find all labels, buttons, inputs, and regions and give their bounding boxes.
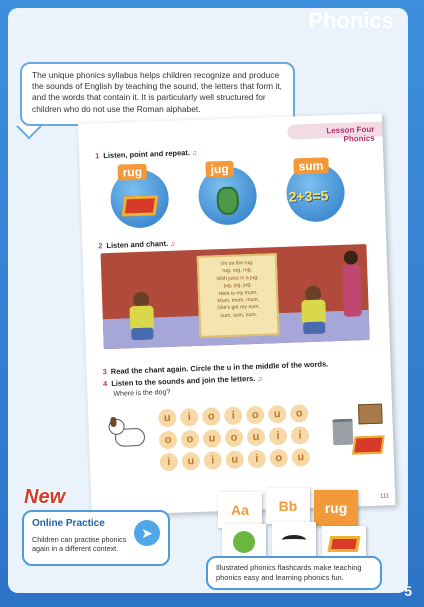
- letter-circle[interactable]: o: [269, 449, 288, 468]
- bin-illustration: [332, 419, 353, 446]
- boy-left-figure: [126, 291, 158, 342]
- letter-circle[interactable]: i: [247, 450, 266, 469]
- instruction-4-text: Listen to the sounds and join the letters.: [111, 373, 256, 388]
- audio-icon[interactable]: ♫: [257, 375, 263, 383]
- flashcard-label: Bb: [278, 498, 298, 514]
- letter-circle[interactable]: o: [202, 407, 221, 426]
- word-label: rug: [117, 164, 147, 181]
- letter-circle[interactable]: u: [291, 448, 310, 467]
- flashcards-caption-box: [206, 556, 382, 590]
- audio-icon[interactable]: ♫: [191, 149, 198, 158]
- intro-text: The unique phonics syllabus helps children recognize and produce the sounds of English by teaching the sound, the letters that form it, and the words that contain it. It is particularly well structured for children who do not use the Roman alphabet.: [32, 70, 283, 114]
- chant-line: rug, rug, rug.: [222, 267, 253, 275]
- instruction-3-text: Read the chant again. Circle the u in the middle of the words.: [110, 359, 329, 377]
- dog-question: Where is the dog?: [113, 388, 171, 398]
- letter-circle[interactable]: u: [226, 450, 245, 469]
- flashcard-aa: [218, 492, 262, 528]
- instruction-2-text: Listen and chant.: [106, 238, 169, 251]
- audio-icon[interactable]: ♫: [169, 240, 176, 248]
- flashcard-rug: [314, 490, 358, 526]
- rug-illustration: [121, 195, 158, 216]
- dog-illustration: [108, 414, 153, 456]
- flashcard-apple: [222, 524, 266, 560]
- letter-circle[interactable]: i: [269, 427, 288, 446]
- instruction-3-number: 3: [102, 367, 107, 377]
- rug-icon: [328, 536, 361, 552]
- chant-poster: [197, 253, 280, 338]
- page-title: Phonics: [308, 8, 394, 33]
- instruction-1-text: Listen, point and repeat.: [103, 148, 191, 161]
- letter-circle[interactable]: u: [182, 452, 201, 471]
- word-label: sum: [293, 157, 328, 174]
- letter-circle[interactable]: u: [158, 409, 177, 428]
- mum-figure: [341, 250, 363, 321]
- word-label: jug: [205, 161, 234, 178]
- letter-grid: [158, 404, 310, 475]
- word-card-jug: [198, 161, 258, 226]
- letter-circle[interactable]: i: [224, 406, 243, 425]
- letter-row: [159, 426, 310, 449]
- letter-row: [160, 448, 311, 471]
- chant-line: With juice in a jug,: [216, 274, 259, 283]
- flashcard-label: Aa: [231, 502, 249, 518]
- instruction-3: [103, 359, 329, 376]
- box-illustration: [358, 404, 383, 425]
- letter-circle[interactable]: o: [181, 430, 200, 449]
- instruction-2-number: 2: [98, 241, 103, 251]
- letter-circle[interactable]: o: [225, 428, 244, 447]
- letter-circle[interactable]: u: [203, 429, 222, 448]
- word-card-rug: [110, 164, 170, 229]
- rug-small-illustration: [352, 435, 385, 454]
- letter-circle[interactable]: o: [159, 431, 178, 450]
- letter-circle[interactable]: u: [268, 405, 287, 424]
- chant-line: sum, sum, sum.: [220, 311, 258, 319]
- new-badge: New: [24, 486, 66, 508]
- cursor-click-icon: ➤: [134, 520, 160, 546]
- instruction-4-number: 4: [102, 379, 108, 389]
- letter-row: [158, 404, 309, 427]
- bird-icon: [282, 535, 306, 545]
- textbook-page: [78, 113, 395, 515]
- page-number: 5: [404, 583, 412, 599]
- letter-circle[interactable]: u: [247, 428, 266, 447]
- letter-circle[interactable]: i: [291, 426, 310, 445]
- sum-illustration: 2+3=5: [288, 187, 329, 205]
- apple-icon: [233, 531, 255, 553]
- flashcards-illustration: [214, 486, 384, 560]
- boy-right-figure: [298, 285, 330, 336]
- online-practice-box[interactable]: [22, 510, 170, 566]
- online-practice-description: Children can practise phonics again in a different context.: [32, 535, 127, 553]
- letter-circle[interactable]: i: [180, 408, 199, 427]
- instruction-1-number: 1: [94, 151, 100, 161]
- letter-circle[interactable]: i: [160, 453, 179, 472]
- chant-line: Here is my mum,: [218, 289, 258, 297]
- intro-text-box: [20, 62, 295, 126]
- instruction-2: [98, 239, 175, 251]
- word-card-sum: [286, 158, 346, 223]
- flashcard-label: rug: [324, 500, 348, 516]
- flashcard-bb: [266, 488, 310, 524]
- chant-line: jug, jug, jug.: [223, 282, 252, 290]
- flashcards-caption: Illustrated phonics flashcards make teaching phonics easy and learning phonics fun.: [216, 563, 362, 582]
- jug-illustration: [216, 186, 239, 215]
- chant-line: Mum, mum, mum,: [217, 296, 260, 305]
- letter-circle[interactable]: o: [246, 406, 265, 425]
- book-page-number: 111: [379, 493, 390, 500]
- chant-line: She's got my sum,: [217, 304, 260, 312]
- chant-line: I'm on the rug,: [220, 259, 254, 268]
- instruction-1: [95, 148, 197, 161]
- flashcard-bird: [272, 522, 316, 558]
- online-practice-title: Online Practice: [32, 518, 105, 529]
- lesson-tab: Lesson Four Phonics: [287, 121, 382, 139]
- letter-circle[interactable]: i: [204, 451, 223, 470]
- instruction-4: [103, 374, 263, 389]
- letter-circle[interactable]: o: [290, 404, 309, 423]
- chant-illustration: [101, 244, 370, 349]
